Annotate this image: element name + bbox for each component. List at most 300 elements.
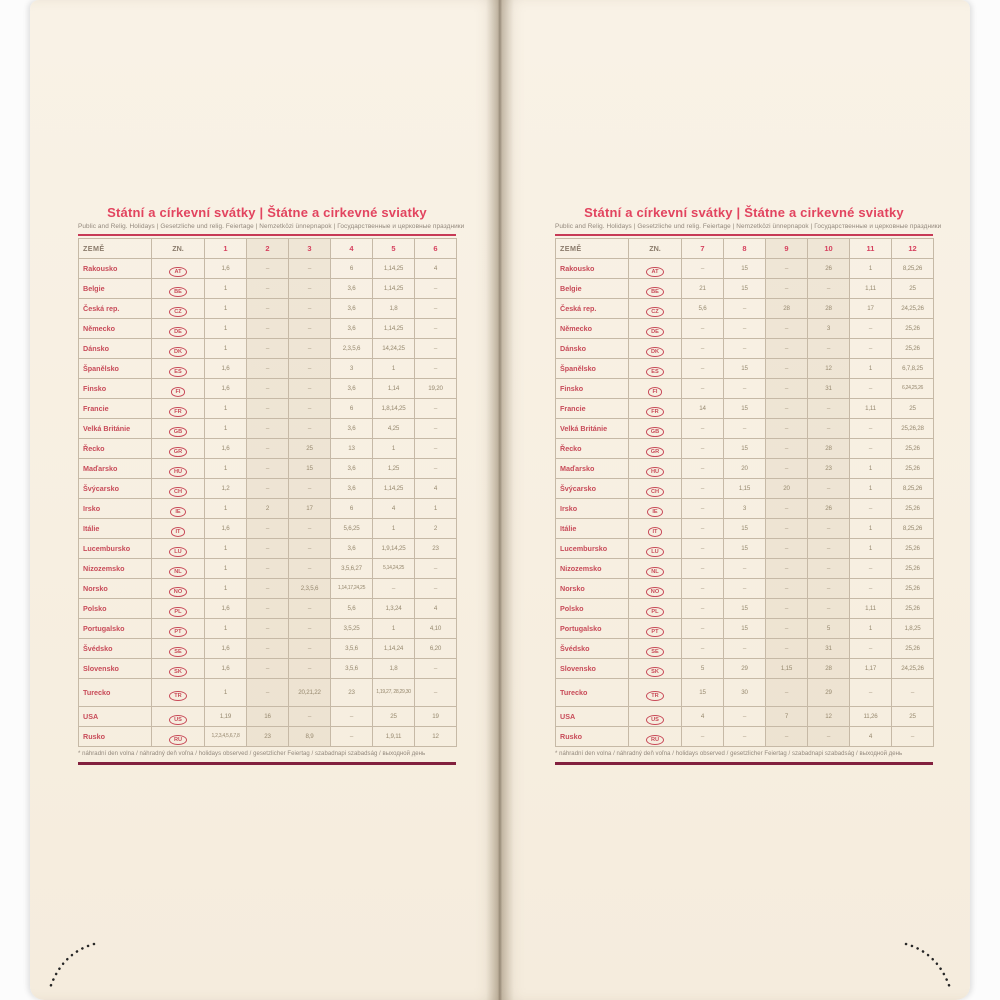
country-code-badge [152, 379, 205, 399]
holiday-cell: 1 [205, 419, 247, 439]
holiday-cell: – [808, 727, 850, 747]
holiday-cell: 1 [205, 619, 247, 639]
holiday-cell: – [247, 399, 289, 419]
holiday-cell: – [766, 259, 808, 279]
holiday-cell: 1,9,14,25 [373, 539, 415, 559]
month-column-header: 3 [289, 239, 331, 259]
country-name: Česká rep. [79, 299, 152, 319]
country-code-badge [629, 339, 682, 359]
holiday-cell: 1 [205, 279, 247, 299]
holiday-cell: – [247, 519, 289, 539]
holiday-cell: – [766, 679, 808, 707]
holiday-cell: 1,2 [205, 479, 247, 499]
country-name: Norsko [556, 579, 629, 599]
country-name: Švédsko [556, 639, 629, 659]
country-code-oval: GB [646, 427, 664, 437]
country-name: Slovensko [79, 659, 152, 679]
holiday-cell: 19 [415, 707, 457, 727]
country-code-oval: RU [169, 735, 187, 745]
holiday-cell: – [682, 419, 724, 439]
country-code-oval: PL [169, 607, 186, 617]
holiday-cell: – [415, 679, 457, 707]
holiday-cell: – [247, 599, 289, 619]
holiday-cell: 1,8,14,25 [373, 399, 415, 419]
holiday-cell: 1 [850, 539, 892, 559]
table-row [79, 619, 457, 639]
country-code-oval: BE [646, 287, 664, 297]
holiday-cell: 25,26 [892, 319, 934, 339]
country-code-oval: LU [646, 547, 663, 557]
holiday-cell: – [373, 579, 415, 599]
top-rule [78, 234, 456, 236]
holiday-cell: – [766, 399, 808, 419]
table-row [556, 299, 934, 319]
country-name: Rakousko [79, 259, 152, 279]
table-row [556, 679, 934, 707]
holiday-cell: – [247, 319, 289, 339]
country-code-badge [152, 439, 205, 459]
holiday-cell: 6 [331, 399, 373, 419]
holiday-cell: – [766, 559, 808, 579]
holiday-cell: – [808, 519, 850, 539]
country-code-oval: NO [169, 587, 187, 597]
holiday-cell: 1,6 [205, 519, 247, 539]
table-row [556, 279, 934, 299]
country-name: Řecko [556, 439, 629, 459]
country-code-badge [629, 639, 682, 659]
holiday-cell: 1,19,27, 28,29,30 [373, 679, 415, 707]
stitch-dots-right [870, 940, 970, 1000]
holiday-cell: – [682, 479, 724, 499]
country-name: Turecko [556, 679, 629, 707]
top-rule [555, 234, 933, 236]
table-row [556, 639, 934, 659]
holiday-cell: 23 [808, 459, 850, 479]
holiday-cell: 16 [247, 707, 289, 727]
holiday-cell: 23 [331, 679, 373, 707]
country-name: Portugalsko [556, 619, 629, 639]
table-row [79, 379, 457, 399]
holiday-cell: 23 [247, 727, 289, 747]
holiday-cell: – [766, 499, 808, 519]
holiday-cell: 15 [724, 359, 766, 379]
holiday-cell: – [682, 559, 724, 579]
holiday-cell: 4 [415, 479, 457, 499]
holiday-cell: – [289, 707, 331, 727]
holiday-cell: 2,3,5,6 [289, 579, 331, 599]
holiday-cell: 20 [766, 479, 808, 499]
table-row [79, 299, 457, 319]
holiday-cell: 25,26 [892, 539, 934, 559]
country-code-oval: NO [646, 587, 664, 597]
country-name: Turecko [79, 679, 152, 707]
holiday-cell: – [682, 579, 724, 599]
country-code-oval: LU [169, 547, 186, 557]
holiday-cell: – [247, 259, 289, 279]
holiday-cell: 6 [331, 499, 373, 519]
holiday-cell: 3,5,25 [331, 619, 373, 639]
table-row [79, 459, 457, 479]
holiday-cell: – [850, 559, 892, 579]
holiday-cell: – [682, 619, 724, 639]
holiday-table-right [555, 238, 934, 747]
country-name: Irsko [79, 499, 152, 519]
holiday-cell: 3,5,6 [331, 659, 373, 679]
month-column-header: 6 [415, 239, 457, 259]
country-code-badge [152, 299, 205, 319]
page-title: Státní a církevní svátky | Štátne a cirkevné sviatky [107, 205, 427, 220]
table-row [556, 559, 934, 579]
country-column-header: ZEMĚ [79, 239, 152, 259]
holiday-cell: 11,26 [850, 707, 892, 727]
month-column-header: 1 [205, 239, 247, 259]
holiday-cell: – [850, 499, 892, 519]
holiday-cell: 15 [724, 399, 766, 419]
country-name: Rakousko [556, 259, 629, 279]
holiday-cell: 15 [724, 599, 766, 619]
holiday-cell: 12 [808, 359, 850, 379]
country-name: Itálie [556, 519, 629, 539]
holiday-cell: 4 [415, 599, 457, 619]
holiday-cell: – [850, 319, 892, 339]
country-code-oval: BE [169, 287, 187, 297]
country-name: Španělsko [79, 359, 152, 379]
country-code-oval: PT [646, 627, 663, 637]
country-code-badge [152, 399, 205, 419]
country-code-badge [152, 339, 205, 359]
country-name: Nizozemsko [79, 559, 152, 579]
holiday-cell: – [247, 459, 289, 479]
holiday-cell: – [415, 279, 457, 299]
holiday-cell: – [247, 559, 289, 579]
country-name: Finsko [556, 379, 629, 399]
planner-page-left [30, 0, 500, 1000]
country-code-badge [629, 419, 682, 439]
country-code-badge [629, 727, 682, 747]
country-code-badge [629, 439, 682, 459]
holiday-cell: 28 [808, 439, 850, 459]
holiday-cell: – [682, 499, 724, 519]
country-name: Rusko [556, 727, 629, 747]
holiday-cell: – [766, 419, 808, 439]
country-code-badge [152, 519, 205, 539]
holiday-cell: 1 [850, 479, 892, 499]
country-code-badge [629, 479, 682, 499]
holiday-cell: 25,26 [892, 599, 934, 619]
holiday-cell: – [808, 599, 850, 619]
holiday-cell: – [808, 559, 850, 579]
country-name: Německo [556, 319, 629, 339]
holiday-cell: 31 [808, 379, 850, 399]
country-code-badge [152, 679, 205, 707]
country-code-oval: CZ [646, 307, 663, 317]
country-name: Itálie [79, 519, 152, 539]
holiday-cell: 13 [331, 439, 373, 459]
holiday-cell: 21 [682, 279, 724, 299]
holiday-cell: – [850, 439, 892, 459]
country-code-badge [629, 359, 682, 379]
country-code-oval: ES [169, 367, 186, 377]
country-code-oval: PT [169, 627, 186, 637]
holiday-cell: 2 [247, 499, 289, 519]
holiday-cell: 2 [415, 519, 457, 539]
holiday-cell: – [682, 639, 724, 659]
holiday-cell: – [766, 619, 808, 639]
holiday-cell: 20 [724, 459, 766, 479]
holiday-cell: – [808, 279, 850, 299]
holiday-cell: 6,24,25,26 [892, 379, 934, 399]
holiday-cell: 1 [850, 259, 892, 279]
holiday-cell: 15 [289, 459, 331, 479]
holiday-cell: 1 [205, 499, 247, 519]
table-row [79, 659, 457, 679]
holiday-cell: – [766, 459, 808, 479]
country-code-badge [629, 279, 682, 299]
holiday-cell: 1 [850, 619, 892, 639]
country-name: Belgie [556, 279, 629, 299]
country-code-badge [629, 499, 682, 519]
country-code-badge [152, 359, 205, 379]
bottom-rule [555, 762, 933, 765]
month-column-header: 12 [892, 239, 934, 259]
holiday-cell: 15 [724, 439, 766, 459]
country-code-oval: IT [648, 527, 663, 537]
holiday-cell: – [892, 727, 934, 747]
holiday-cell: 1,15 [724, 479, 766, 499]
holiday-cell: 1,25 [373, 459, 415, 479]
country-code-oval: DK [646, 347, 664, 357]
holiday-cell: 17 [850, 299, 892, 319]
table-row [556, 519, 934, 539]
month-column-header: 2 [247, 239, 289, 259]
holiday-cell: 1 [373, 439, 415, 459]
country-code-badge [152, 619, 205, 639]
country-name: Dánsko [79, 339, 152, 359]
holiday-cell: 1,19 [205, 707, 247, 727]
country-code-oval: RU [646, 735, 664, 745]
country-name: Polsko [556, 599, 629, 619]
month-column-header: 5 [373, 239, 415, 259]
stitch-dots-left [30, 940, 130, 1000]
table-row [556, 419, 934, 439]
holiday-cell: 3,5,6 [331, 639, 373, 659]
holiday-cell: – [247, 359, 289, 379]
holiday-cell: 1,14,25 [373, 319, 415, 339]
table-row [79, 707, 457, 727]
country-code-badge [629, 379, 682, 399]
country-name: Rusko [79, 727, 152, 747]
holiday-cell: – [247, 379, 289, 399]
holiday-cell: – [289, 519, 331, 539]
country-code-badge [152, 499, 205, 519]
country-code-badge [629, 299, 682, 319]
country-name: Slovensko [556, 659, 629, 679]
holiday-cell: 3 [331, 359, 373, 379]
holiday-cell: – [247, 419, 289, 439]
holiday-cell: 3 [724, 499, 766, 519]
table-row [79, 639, 457, 659]
holiday-cell: 1,14,24 [373, 639, 415, 659]
table-row [556, 439, 934, 459]
holiday-cell: 25 [892, 707, 934, 727]
holiday-cell: 23 [415, 539, 457, 559]
table-row [79, 499, 457, 519]
holiday-cell: 1,6 [205, 659, 247, 679]
holiday-cell: 1,8,25 [892, 619, 934, 639]
country-code-badge [629, 259, 682, 279]
holiday-cell: – [682, 259, 724, 279]
holiday-cell: – [850, 339, 892, 359]
header-row [79, 239, 457, 259]
country-name: Švédsko [79, 639, 152, 659]
holiday-cell: – [724, 319, 766, 339]
country-name: Lucembursko [79, 539, 152, 559]
page-subtitle: Public and Relig. Holidays | Gesetzliche und relig. Feiertage | Nemzetközi ünnepnapok | Государственные и церковные праздники [78, 223, 465, 230]
holiday-cell: 3,6 [331, 319, 373, 339]
holiday-cell: – [289, 299, 331, 319]
country-name: Francie [556, 399, 629, 419]
holiday-cell: 14 [682, 399, 724, 419]
country-name: Švýcarsko [556, 479, 629, 499]
holiday-cell: – [331, 727, 373, 747]
country-code-oval: PL [646, 607, 663, 617]
holiday-cell: – [850, 379, 892, 399]
country-code-oval: GR [646, 447, 664, 457]
holiday-cell: – [808, 419, 850, 439]
table-row [556, 707, 934, 727]
country-name: USA [556, 707, 629, 727]
holiday-cell: – [247, 279, 289, 299]
holiday-cell: 28 [766, 299, 808, 319]
country-code-badge [629, 579, 682, 599]
country-name: Řecko [79, 439, 152, 459]
holiday-cell: – [289, 399, 331, 419]
table-row [79, 539, 457, 559]
country-code-badge [152, 659, 205, 679]
holiday-cell: 5,6 [331, 599, 373, 619]
holiday-cell: – [415, 439, 457, 459]
holiday-cell: 6 [331, 259, 373, 279]
holiday-cell: – [766, 359, 808, 379]
holiday-cell: 26 [808, 259, 850, 279]
holiday-cell: – [724, 299, 766, 319]
holiday-cell: – [766, 439, 808, 459]
table-row [556, 599, 934, 619]
footnote: * náhradní den volna / náhradný deň voľna / holidays observed / gesetzlicher Feiertag / szabadnapi szabadság / выходной день [78, 751, 426, 757]
page-subtitle: Public and Relig. Holidays | Gesetzliche und relig. Feiertage | Nemzetközi ünnepnapok | Государственные и церковные праздники [555, 223, 942, 230]
country-code-oval: GB [169, 427, 187, 437]
holiday-cell: – [415, 319, 457, 339]
holiday-cell: – [682, 319, 724, 339]
holiday-cell: – [808, 479, 850, 499]
holiday-cell: 12 [808, 707, 850, 727]
month-column-header: 8 [724, 239, 766, 259]
country-code-badge [152, 419, 205, 439]
country-code-badge [152, 319, 205, 339]
country-code-badge [629, 679, 682, 707]
holiday-cell: 25 [373, 707, 415, 727]
holiday-cell: 1,14,17,24,25 [331, 579, 373, 599]
table-row [556, 259, 934, 279]
holiday-cell: – [850, 639, 892, 659]
country-name: USA [79, 707, 152, 727]
footnote: * náhradní den volna / náhradný deň voľna / holidays observed / gesetzlicher Feiertag / szabadnapi szabadság / выходной день [555, 751, 903, 757]
country-name: Norsko [79, 579, 152, 599]
holiday-cell: 1,6 [205, 359, 247, 379]
holiday-cell: 17 [289, 499, 331, 519]
country-code-oval: CZ [169, 307, 186, 317]
country-code-oval: DK [169, 347, 187, 357]
country-name: Španělsko [556, 359, 629, 379]
table-row [556, 499, 934, 519]
table-row [556, 539, 934, 559]
holiday-cell: 1,3,24 [373, 599, 415, 619]
holiday-cell: – [415, 419, 457, 439]
holiday-cell: – [682, 539, 724, 559]
holiday-cell: 3,6 [331, 419, 373, 439]
holiday-cell: 4 [850, 727, 892, 747]
country-code-badge [152, 707, 205, 727]
table-row [79, 579, 457, 599]
country-code-oval: NL [169, 567, 186, 577]
holiday-cell: 1,11 [850, 279, 892, 299]
holiday-cell: 1 [205, 299, 247, 319]
country-name: Belgie [79, 279, 152, 299]
holiday-cell: 3,6 [331, 479, 373, 499]
holiday-cell: – [415, 659, 457, 679]
holiday-cell: 1,14,25 [373, 479, 415, 499]
holiday-cell: 1,2,3,4,5,6,7,8 [205, 727, 247, 747]
country-code-oval: CH [169, 487, 187, 497]
holiday-cell: – [724, 339, 766, 359]
country-code-oval: FR [646, 407, 663, 417]
holiday-cell: – [289, 659, 331, 679]
holiday-cell: – [289, 559, 331, 579]
holiday-cell: 5,6,25 [331, 519, 373, 539]
table-row [79, 359, 457, 379]
holiday-cell: 25,26 [892, 439, 934, 459]
country-code-oval: SK [169, 667, 187, 677]
table-row [556, 359, 934, 379]
holiday-cell: – [724, 727, 766, 747]
page-title: Státní a církevní svátky | Štátne a cirkevné sviatky [584, 205, 904, 220]
country-code-oval: IT [171, 527, 186, 537]
holiday-cell: – [415, 579, 457, 599]
holiday-table-left [78, 238, 457, 747]
country-name: Portugalsko [79, 619, 152, 639]
country-code-badge [629, 459, 682, 479]
country-code-badge [152, 479, 205, 499]
holiday-cell: – [766, 599, 808, 619]
table-row [79, 339, 457, 359]
country-code-badge [629, 659, 682, 679]
table-row [556, 727, 934, 747]
holiday-cell: – [766, 379, 808, 399]
country-name: Švýcarsko [79, 479, 152, 499]
holiday-cell: 8,25,26 [892, 519, 934, 539]
holiday-cell: 1 [205, 559, 247, 579]
holiday-cell: – [766, 319, 808, 339]
holiday-cell: 25 [892, 399, 934, 419]
country-code-oval: DE [169, 327, 187, 337]
holiday-cell: 1 [415, 499, 457, 519]
code-column-header: ZN. [152, 239, 205, 259]
table-row [79, 279, 457, 299]
holiday-cell: – [247, 479, 289, 499]
holiday-cell: 15 [724, 539, 766, 559]
holiday-cell: 1 [850, 459, 892, 479]
holiday-cell: 31 [808, 639, 850, 659]
